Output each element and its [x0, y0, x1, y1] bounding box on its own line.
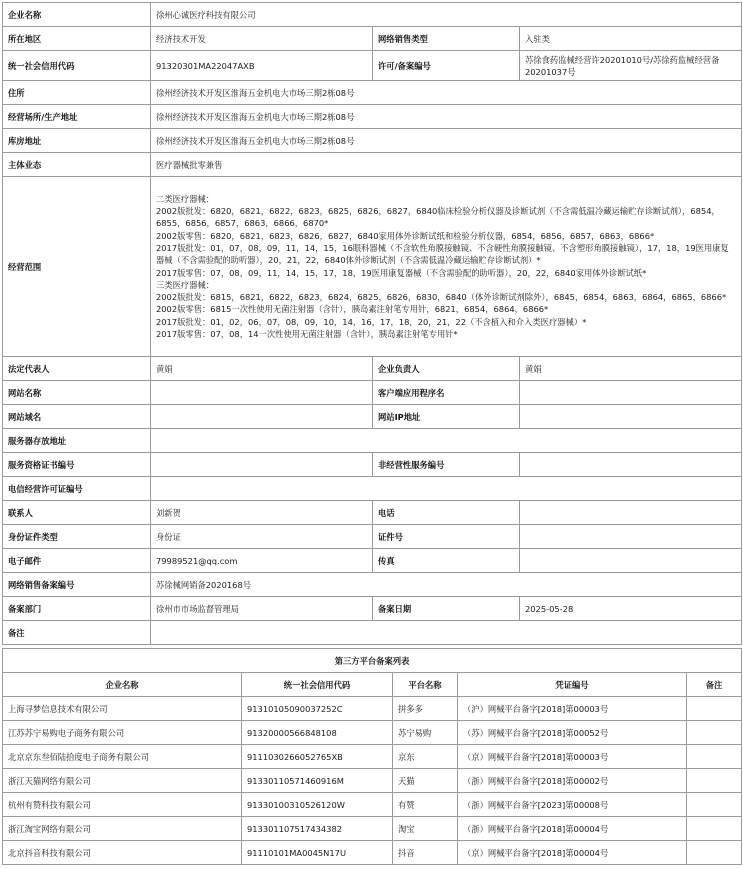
sales-filing-label: 网络销售备案编号 — [3, 573, 151, 597]
header-company: 企业名称 — [3, 673, 242, 697]
row-company: 杭州有赞科技有限公司 — [3, 793, 242, 817]
domain-label: 网站域名 — [3, 405, 151, 429]
region-value: 经济技术开发 — [151, 27, 373, 51]
warehouse-value: 徐州经济技术开发区淮海五金机电大市场三期2栋08号 — [151, 129, 742, 153]
platform-table-caption: 第三方平台备案列表 — [3, 649, 742, 673]
row-code: 91330100310526120W — [242, 793, 393, 817]
contact-label: 联系人 — [3, 501, 151, 525]
sales-filing-value: 苏徐械网销备2020168号 — [151, 573, 742, 597]
row-note — [687, 793, 742, 817]
row-platform: 有赞 — [393, 793, 458, 817]
telecom-value — [151, 477, 742, 501]
row-cert: （浙）网械平台备字[2018]第00002号 — [458, 769, 687, 793]
note-label: 备注 — [3, 621, 151, 645]
scope-line: 2017版零售：07，08，14一次性使用无菌注射器（含针），胰岛素注射笔专用针* — [156, 328, 458, 339]
row-platform: 拼多多 — [393, 697, 458, 721]
address-label: 住所 — [3, 81, 151, 105]
scope-line: 2017版零售：07，08，09，11，14，15，17，18，19医用康复器械（不含需验配的助听器），20，22，6840家用体外诊断试纸* — [156, 267, 647, 278]
service-cert-value — [151, 453, 373, 477]
row-company: 江苏苏宁易购电子商务有限公司 — [3, 721, 242, 745]
table-row — [3, 745, 742, 769]
row-code: 91110101MA0045N17U — [242, 841, 393, 865]
table-row — [3, 721, 742, 745]
fax-label: 传真 — [373, 549, 520, 573]
row-cert: （沪）网械平台备字[2018]第00003号 — [458, 697, 687, 721]
header-note: 备注 — [687, 673, 742, 697]
enterprise-info-table — [2, 2, 742, 645]
server-value — [151, 429, 742, 453]
row-platform: 京东 — [393, 745, 458, 769]
contact-value: 刘新贺 — [151, 501, 373, 525]
row-code: 913301107517434382 — [242, 817, 393, 841]
scope-line: 二类医疗器械： — [156, 193, 215, 204]
principal-label: 企业负责人 — [373, 357, 520, 381]
site-name-label: 网站名称 — [3, 381, 151, 405]
nonprofit-label: 非经营性服务编号 — [373, 453, 520, 477]
row-code: 91320000566848108 — [242, 721, 393, 745]
scope-line: 2002版零售：6820，6821，6823，6826，6827，6840家用体外诊断试纸和检验分析仪器，6854，6856，6857，6863，6866* — [156, 230, 655, 241]
client-app-label: 客户端应用程序名 — [373, 381, 520, 405]
date-value: 2025-05-28 — [520, 597, 742, 621]
row-company: 上海寻梦信息技术有限公司 — [3, 697, 242, 721]
row-cert: （京）网械平台备字[2018]第00003号 — [458, 745, 687, 769]
table-row — [3, 697, 742, 721]
email-value: 79989521@qq.com — [151, 549, 373, 573]
row-platform: 抖音 — [393, 841, 458, 865]
scope-value — [151, 177, 742, 357]
row-company: 北京抖音科技有限公司 — [3, 841, 242, 865]
row-code: 9133011057146091​6M — [242, 769, 393, 793]
address-value: 徐州经济技术开发区淮海五金机电大市场三期2栋08号 — [151, 81, 742, 105]
id-no-value — [520, 525, 742, 549]
scope-line: 2002版批发：6820，6821，6822，6823，6825，6826，6827，6840临床检验分析仪器及诊断试剂（不含需低温冷藏运输贮存诊断试剂），6854，6855，6856，6857，6863，6866，6870* — [156, 206, 720, 229]
region-label: 所在地区 — [3, 27, 151, 51]
sales-type-value: 入驻类 — [520, 27, 742, 51]
license-value: 苏徐食药监械经营许20201010号/苏徐药监械经营备20201037号 — [520, 51, 742, 81]
row-code: 911103026605276​5XB — [242, 745, 393, 769]
telecom-label: 电信经营许可证编号 — [3, 477, 151, 501]
row-cert: （京）网械平台备字[2018]第00004号 — [458, 841, 687, 865]
site-name-value — [151, 381, 373, 405]
row-note — [687, 841, 742, 865]
row-company: 浙江淘宝网络有限公司 — [3, 817, 242, 841]
id-no-label: 证件号 — [373, 525, 520, 549]
header-platform: 平台名称 — [393, 673, 458, 697]
row-note — [687, 817, 742, 841]
warehouse-label: 库房地址 — [3, 129, 151, 153]
row-platform: 苏宁易购 — [393, 721, 458, 745]
ip-value — [520, 405, 742, 429]
row-cert: （浙）网械平台备字[2018]第00004号 — [458, 817, 687, 841]
row-platform: 天猫 — [393, 769, 458, 793]
principal-value: 黄娟 — [520, 357, 742, 381]
service-cert-label: 服务资格证书编号 — [3, 453, 151, 477]
row-platform: 淘宝 — [393, 817, 458, 841]
main-business-label: 主体业态 — [3, 153, 151, 177]
fax-value — [520, 549, 742, 573]
email-label: 电子邮件 — [3, 549, 151, 573]
date-label: 备案日期 — [373, 597, 520, 621]
scope-line: 2002版零售：6815一次性使用无菌注射器（含针），胰岛素注射笔专用针，6821，6854，6864，6866* — [156, 304, 549, 315]
header-credit-code: 统一社会信用代码 — [242, 673, 393, 697]
platform-filing-table — [2, 648, 742, 865]
phone-label: 电话 — [373, 501, 520, 525]
row-note — [687, 769, 742, 793]
row-code: 91310105090037252C — [242, 697, 393, 721]
table-row — [3, 817, 742, 841]
row-company: 北京京东叁佰陆拾度电子商务有限公司 — [3, 745, 242, 769]
company-name-label: 企业名称 — [3, 3, 151, 27]
row-note — [687, 745, 742, 769]
row-company: 浙江天猫网络有限公司 — [3, 769, 242, 793]
credit-code-label: 统一社会信用代码 — [3, 51, 151, 81]
dept-value: 徐州市市场监督管理局 — [151, 597, 373, 621]
row-cert: （苏）网械平台备字[2018]第00052号 — [458, 721, 687, 745]
biz-address-label: 经营场所/生产地址 — [3, 105, 151, 129]
biz-address-value: 徐州经济技术开发区淮海五金机电大市场三期2栋08号 — [151, 105, 742, 129]
ip-label: 网站IP地址 — [373, 405, 520, 429]
table-row — [3, 841, 742, 865]
server-label: 服务器存放地址 — [3, 429, 151, 453]
scope-label: 经营范围 — [3, 177, 151, 357]
legal-rep-label: 法定代表人 — [3, 357, 151, 381]
sales-type-label: 网络销售类型 — [373, 27, 520, 51]
company-name: 徐州心诚医疗科技有限公司 — [151, 3, 742, 27]
license-label: 许可/备案编号 — [373, 51, 520, 81]
phone-value — [520, 501, 742, 525]
domain-value — [151, 405, 373, 429]
credit-code-value: 91320301MA22047AXB — [151, 51, 373, 81]
dept-label: 备案部门 — [3, 597, 151, 621]
nonprofit-value — [520, 453, 742, 477]
client-app-value — [520, 381, 742, 405]
legal-rep-value: 黄娟 — [151, 357, 373, 381]
table-row — [3, 793, 742, 817]
table-row — [3, 769, 742, 793]
id-type-value: 身份证 — [151, 525, 373, 549]
row-note — [687, 697, 742, 721]
scope-line: 2017版批发：01，02，06，07，08，09，10，14，16，17，18，20，21，22（不含植入和介入类医疗器械）* — [156, 316, 587, 327]
row-cert: （浙）网械平台备字[2023]第00008号 — [458, 793, 687, 817]
row-note — [687, 721, 742, 745]
scope-line: 2002版批发：6815，6821，6822，6823，6824，6825，6826，6830，6840（体外诊断试剂除外），6845，6854，6863，6864，6865，6866* — [156, 292, 727, 303]
scope-line: 2017版批发：01，07，08，09，11，14，15，16眼科器械（不含软性角膜接触镜、不含硬性角膜接触镜、不含塑形角膜接触镜），17，18，19医用康复器械（不含需验配的助听器），20，21，22，6840体外诊断试剂（不含需低温冷藏运输贮存诊断试剂）* — [156, 242, 729, 266]
note-value — [151, 621, 742, 645]
header-cert: 凭证编号 — [458, 673, 687, 697]
main-business-value: 医疗器械批零兼售 — [151, 153, 742, 177]
scope-line: 三类医疗器械： — [156, 279, 215, 290]
id-type-label: 身份证件类型 — [3, 525, 151, 549]
